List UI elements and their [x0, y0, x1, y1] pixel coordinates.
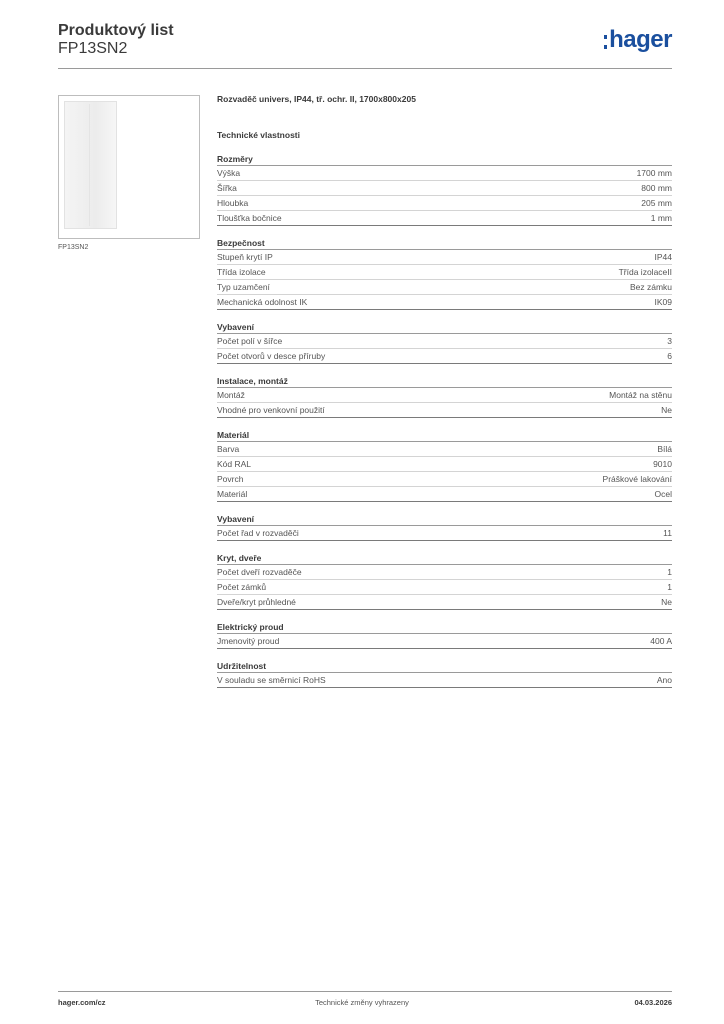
spec-value: Montáž na stěnu [609, 390, 672, 400]
spec-label: V souladu se směrnicí RoHS [217, 675, 326, 685]
spec-row [217, 196, 672, 211]
spec-row [217, 442, 672, 457]
section-title: Udržitelnost [217, 660, 672, 673]
spec-label: Vhodné pro venkovní použití [217, 405, 325, 415]
section-title: Materiál [217, 429, 672, 442]
section-title: Elektrický proud [217, 621, 672, 634]
section-title: Vybavení [217, 321, 672, 334]
spec-label: Počet dveří rozvaděče [217, 567, 302, 577]
spec-label: Hloubka [217, 198, 249, 208]
spec-value: IK09 [654, 297, 672, 307]
spec-section [217, 621, 672, 649]
spec-value: 1 [667, 582, 672, 592]
spec-label: Šířka [217, 183, 237, 193]
spec-row [217, 388, 672, 403]
spec-value: 11 [663, 528, 672, 538]
spec-row [217, 526, 672, 541]
spec-value: Ocel [654, 489, 672, 499]
spec-value: 9010 [653, 459, 672, 469]
spec-label: Dveře/kryt průhledné [217, 597, 296, 607]
spec-value: 1 [667, 567, 672, 577]
spec-sections [217, 153, 672, 688]
product-description: Rozvaděč univers, IP44, tř. ochr. II, 1700x800x205 [217, 94, 416, 104]
spec-value: Třída izolaceII [618, 267, 672, 277]
spec-row [217, 166, 672, 181]
spec-value: 6 [667, 351, 672, 361]
spec-label: Tloušťka bočnice [217, 213, 282, 223]
spec-row [217, 595, 672, 610]
section-title: Vybavení [217, 513, 672, 526]
spec-row [217, 403, 672, 418]
spec-label: Stupeň krytí IP [217, 252, 273, 262]
spec-label: Materiál [217, 489, 248, 499]
logo-mark-icon [604, 35, 607, 49]
section-title: Kryt, dveře [217, 552, 672, 565]
footer-notice: Technické změny vyhrazeny [315, 998, 409, 1007]
spec-row [217, 280, 672, 295]
spec-label: Třída izolace [217, 267, 266, 277]
spec-value: Bílá [657, 444, 672, 454]
header-divider [58, 68, 672, 69]
spec-section [217, 237, 672, 310]
spec-section [217, 375, 672, 418]
spec-section [217, 552, 672, 610]
spec-label: Kód RAL [217, 459, 252, 469]
spec-row [217, 211, 672, 226]
spec-value: 205 mm [641, 198, 672, 208]
spec-row [217, 580, 672, 595]
spec-row [217, 181, 672, 196]
spec-row [217, 487, 672, 502]
spec-label: Typ uzamčení [217, 282, 270, 292]
spec-label: Montáž [217, 390, 245, 400]
tech-heading: Technické vlastnosti [217, 130, 300, 140]
spec-value: Ano [656, 675, 672, 685]
spec-value: 1700 mm [636, 168, 672, 178]
spec-section [217, 513, 672, 541]
cabinet-illustration [64, 101, 117, 229]
spec-label: Výška [217, 168, 241, 178]
spec-label: Mechanická odolnost IK [217, 297, 308, 307]
spec-label: Počet polí v šířce [217, 336, 283, 346]
product-details [217, 94, 672, 699]
product-image [58, 95, 200, 239]
spec-section [217, 321, 672, 364]
section-title: Bezpečnost [217, 237, 672, 250]
spec-row [217, 295, 672, 310]
spec-label: Počet otvorů v desce příruby [217, 351, 326, 361]
page-header [58, 20, 672, 68]
hager-logo[interactable] [604, 28, 672, 52]
spec-row [217, 457, 672, 472]
spec-row [217, 265, 672, 280]
footer-divider [58, 991, 672, 992]
spec-value: 400 A [650, 636, 672, 646]
logo-text: hager [609, 26, 672, 53]
spec-section [217, 660, 672, 688]
spec-row [217, 250, 672, 265]
product-code: FP13SN2 [58, 40, 128, 57]
spec-value: 800 mm [641, 183, 672, 193]
spec-label: Počet řad v rozvaděči [217, 528, 299, 538]
spec-value: Ne [661, 597, 672, 607]
spec-row [217, 349, 672, 364]
spec-row [217, 472, 672, 487]
spec-value: Bez zámku [629, 282, 672, 292]
spec-row [217, 634, 672, 649]
spec-section [217, 153, 672, 226]
image-caption: FP13SN2 [58, 244, 89, 251]
spec-section [217, 429, 672, 502]
section-title: Instalace, montáž [217, 375, 672, 388]
footer-website[interactable]: hager.com/cz [58, 998, 106, 1007]
spec-label: Povrch [217, 474, 244, 484]
spec-label: Počet zámků [217, 582, 267, 592]
spec-label: Barva [217, 444, 240, 454]
spec-row [217, 334, 672, 349]
footer-date: 04.03.2026 [634, 998, 672, 1007]
spec-value: Ne [661, 405, 672, 415]
spec-row [217, 673, 672, 688]
spec-label: Jmenovitý proud [217, 636, 280, 646]
page-title: Produktový list [58, 22, 174, 39]
spec-value: 3 [667, 336, 672, 346]
spec-row [217, 565, 672, 580]
spec-value: Práškové lakování [602, 474, 672, 484]
spec-value: IP44 [654, 252, 672, 262]
section-title: Rozměry [217, 153, 672, 166]
spec-value: 1 mm [650, 213, 672, 223]
